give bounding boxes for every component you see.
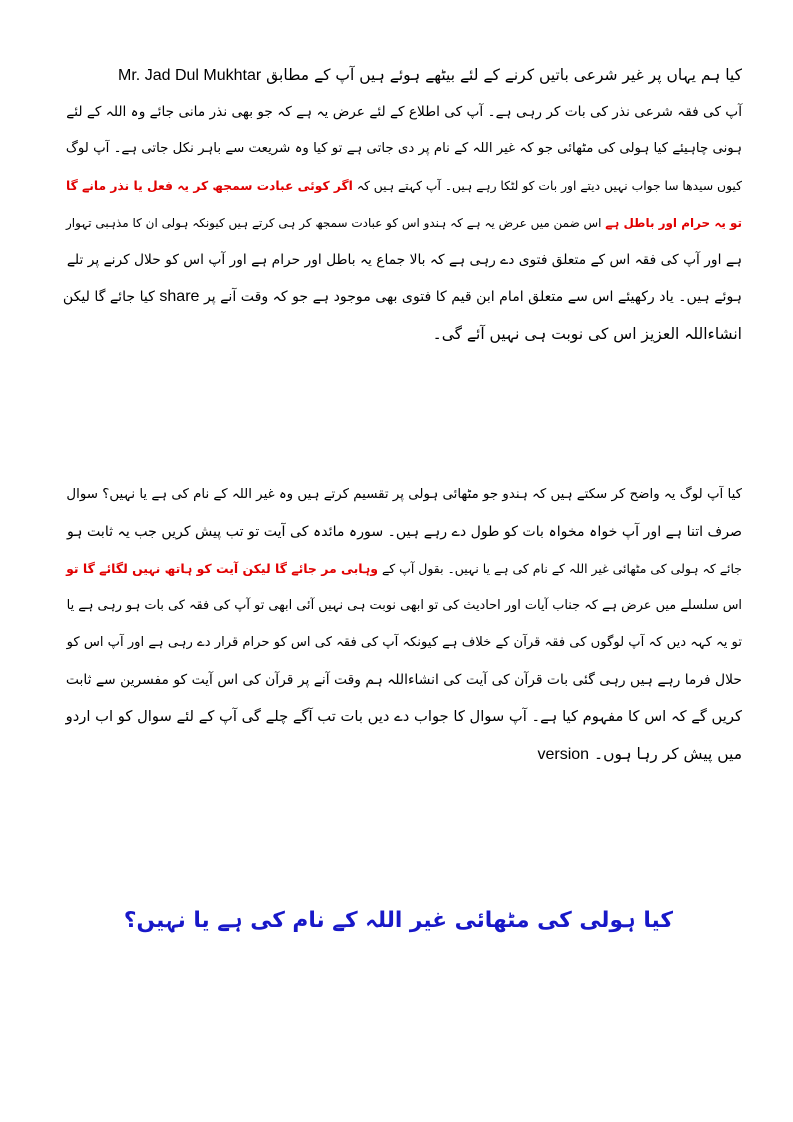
text-line	[66, 663, 742, 697]
page-heading: کیا ہولی کی مٹھائی غیر اللہ کے نام کی ہے یا نہیں؟	[123, 908, 673, 933]
english-name: Mr. Jad Dul Mukhtar	[118, 67, 262, 84]
text-line	[66, 552, 742, 586]
text-line-part: جائے کہ ہولی کی مٹھائی غیر اللہ کے نام کی ہے یا نہیں۔ بقول آپ کے	[381, 561, 742, 576]
text-line-part: ہوئے ہیں۔ یاد رکھیئے اس سے متعلق امام ابن قیم کا فتوی بھی موجود ہے جو کہ وقت آنے پر	[203, 289, 742, 305]
text-line	[67, 626, 742, 660]
text-line-part: انشاءاللہ العزیز اس کی نوبت ہی نہیں آئے گی۔	[432, 325, 742, 343]
text-line	[66, 478, 742, 512]
text-line-part: صرف اتنا ہے اور آپ خواہ مخواہ بات کو طول دے رہے ہیں۔ سورہ مائدہ کی آیت تو تب پیش کریں جب یہ ثابت ہو	[66, 524, 742, 540]
text-line	[67, 243, 742, 277]
english-word: version	[537, 746, 590, 763]
text-line	[66, 95, 742, 129]
text-line	[66, 132, 742, 166]
text-line	[537, 737, 742, 771]
text-line	[66, 206, 742, 240]
text-line-part: آپ کی فقہ شرعی نذر کی بات کر رہی ہے۔ آپ کی اطلاع کے لئے عرض یہ ہے کہ جو بھی نذر مانی جائے وہ اللہ کے لئے	[66, 104, 742, 120]
text-line	[66, 700, 742, 734]
text-line-part: کیوں سیدھا سا جواب نہیں دیتے اور بات کو لٹکا رہے ہیں۔ آپ کہتے ہیں کہ	[356, 179, 742, 193]
highlighted-quote: تو یہ حرام اور باطل ہے	[605, 216, 742, 230]
text-line	[63, 280, 742, 314]
text-line-part: حلال فرما رہے ہیں رہی گئی بات قرآن کی آیت کی انشاءاللہ ہم وقت آنے پر قرآن کی اس آیت کو مفسرین سے ثابت	[65, 672, 742, 688]
text-line-part: کیا ہم یہاں پر غیر شرعی باتیں کرنے کے لئے بیٹھے ہوئے ہیں آپ کے مطابق	[266, 66, 742, 84]
text-line-part: اس ضمن میں عرض یہ ہے کہ ہندو اس کو عبادت سمجھ کر ہی کرتے ہیں کیونکہ ہولی ان کا مذہبی تہوار	[65, 216, 602, 230]
text-line-part: ہونی چاہیئے کیا ہولی کی مٹھائی جو کہ غیر اللہ کے نام پر دی جاتی ہے تو کیا وہ شریعت سے باہر نکل جاتی ہے۔ آپ لوگ	[65, 141, 742, 156]
text-line	[67, 589, 742, 623]
highlighted-quote: وہابی مر جائے گا لیکن آیت کو ہاتھ نہیں لگائے گا تو	[66, 561, 379, 576]
text-line	[118, 58, 742, 92]
text-line-part: کریں گے کہ اس کا مفہوم کیا ہے۔ آپ سوال کا جواب دے دیں بات تب آگے چلے گی آپ کے لئے سوال کو اب اردو	[65, 708, 742, 725]
text-line	[433, 317, 742, 351]
text-line-part: ہے اور آپ کی فقہ اس کے متعلق فتوی دے رہی ہے کہ بالا جماع یہ باطل اور حرام ہے اور آپ اس کو حلال کرنے پر تلے	[66, 252, 742, 268]
text-line	[66, 169, 742, 203]
text-line-part: تو یہ کہہ دیں کہ آپ لوگوں کی فقہ قرآن کے خلاف ہے کیونکہ آپ کی فقہ کی اس کو حرام قرار دے رہی ہے اور آپ اس کو	[66, 635, 742, 650]
text-line-part: اس سلسلے میں عرض ہے کہ جناب آیات اور احادیث کی تو ابھی نوبت ہی نہیں آئی ابھی تو آپ کی فقہ کی بات ہو رہی ہے یا	[66, 598, 742, 613]
text-line-part: کیا جائے گا لیکن	[62, 289, 155, 305]
highlighted-quote: اگر کوئی عبادت سمجھ کر یہ فعل یا نذر مانے گا	[65, 179, 353, 193]
english-word: share	[159, 288, 200, 305]
text-line	[67, 515, 742, 549]
text-line-part: کیا آپ لوگ یہ واضح کر سکتے ہیں کہ ہندو جو مٹھائی ہولی پر تقسیم کرتے ہیں وہ غیر اللہ کے نام کی ہے یا نہیں؟ سوال	[66, 487, 742, 502]
text-line-part: میں پیش کر رہا ہوں۔	[593, 745, 742, 763]
